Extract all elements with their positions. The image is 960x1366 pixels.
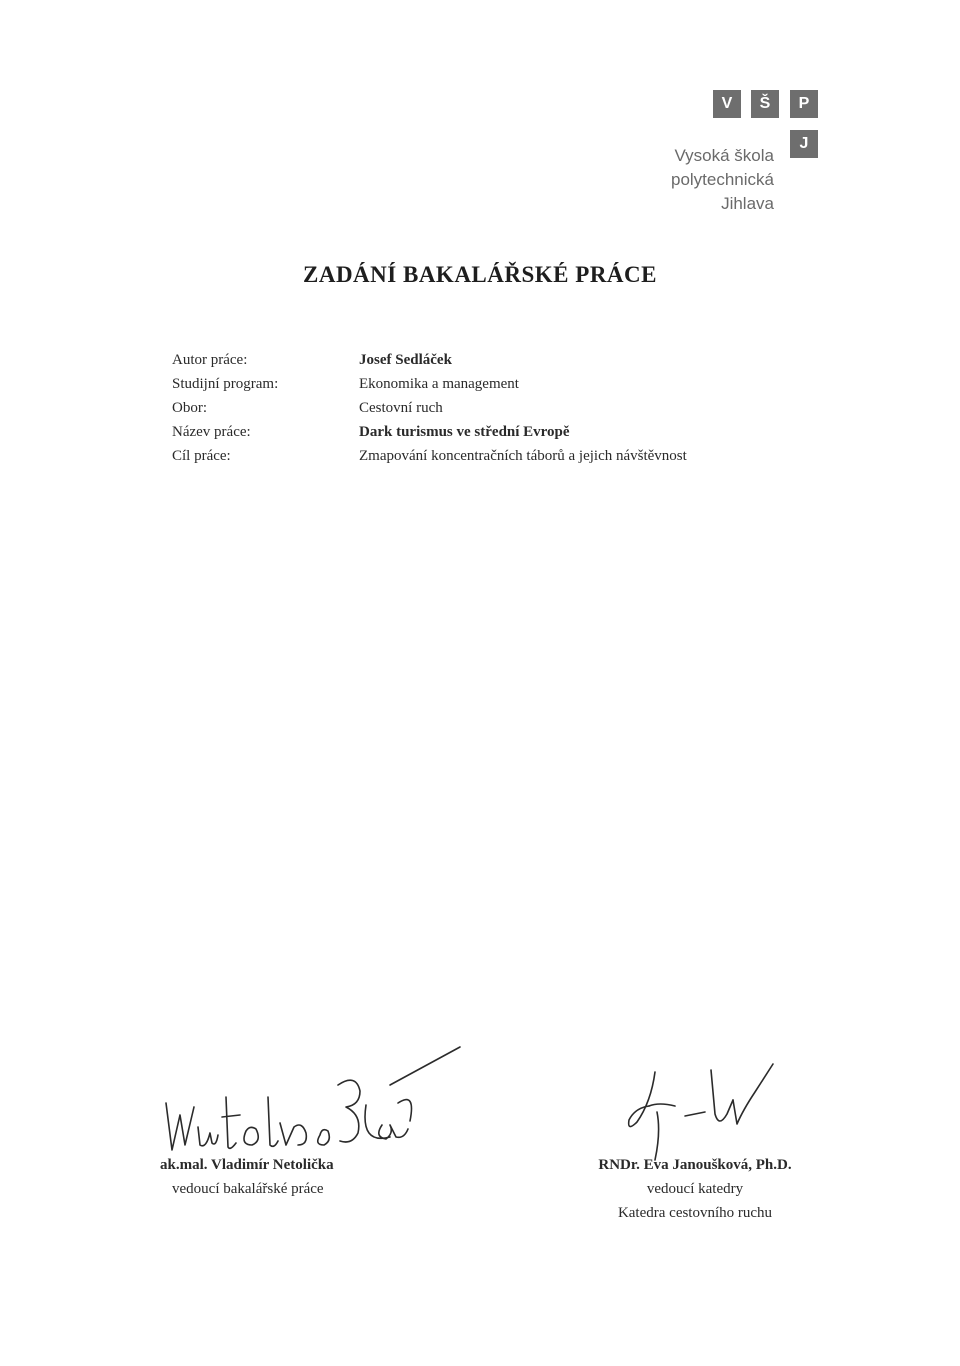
info-label: Autor práce:	[172, 352, 248, 368]
supervisor-role: vedoucí bakalářské práce	[172, 1181, 324, 1197]
head-of-department-block	[560, 1153, 830, 1225]
head-name: RNDr. Eva Janoušková, Ph.D.	[598, 1157, 792, 1173]
logo-box-j: J	[790, 130, 818, 158]
info-value: Ekonomika a management	[359, 376, 519, 392]
info-value: Zmapování koncentračních táborů a jejich návštěvnost	[359, 448, 687, 464]
info-value: Dark turismus ve střední Evropě	[359, 424, 570, 440]
logo-text	[671, 144, 774, 216]
supervisor-block	[160, 1153, 390, 1201]
info-row-field	[172, 396, 812, 420]
info-row-program	[172, 372, 812, 396]
document-title: ZADÁNÍ BAKALÁŘSKÉ PRÁCE	[303, 262, 657, 287]
thesis-info-table	[172, 348, 812, 468]
logo-line-3: Jihlava	[721, 194, 774, 213]
logo-line-1: Vysoká škola	[674, 146, 774, 165]
info-label: Studijní program:	[172, 376, 279, 392]
info-label: Cíl práce:	[172, 448, 231, 464]
info-row-goal	[172, 444, 812, 468]
logo-box-v: V	[713, 90, 741, 118]
supervisor-name: ak.mal. Vladimír Netolička	[160, 1157, 334, 1173]
logo-line-2: polytechnická	[670, 170, 774, 189]
info-value: Josef Sedláček	[359, 352, 452, 368]
logo-box-s: Š	[751, 90, 779, 118]
school-logo	[650, 90, 830, 220]
info-label: Název práce:	[172, 424, 251, 440]
info-row-thesis-title	[172, 420, 812, 444]
logo-box-p: P	[790, 90, 818, 118]
info-value: Cestovní ruch	[359, 400, 443, 416]
info-row-author	[172, 348, 812, 372]
supervisor-signature	[160, 1045, 470, 1160]
head-department: Katedra cestovního ruchu	[617, 1205, 773, 1221]
info-label: Obor:	[172, 400, 207, 416]
head-of-department-signature	[615, 1062, 785, 1162]
head-role: vedoucí katedry	[646, 1181, 744, 1197]
